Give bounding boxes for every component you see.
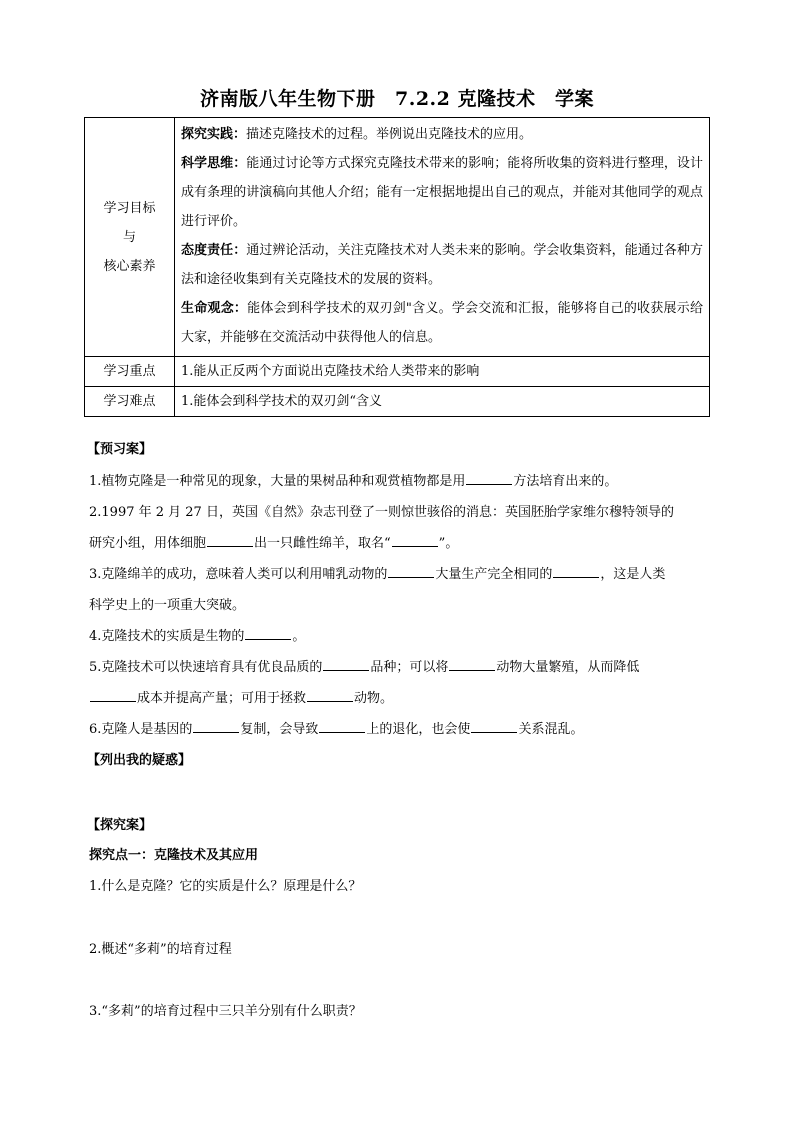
- question-text: 关系混乱。: [518, 722, 584, 737]
- explore-question-2: 2.概述“多莉”的培育过程: [89, 942, 232, 957]
- preview-question-3-line1: [89, 563, 665, 582]
- question-text: 复制，会导致: [240, 722, 319, 737]
- goals-label-line: 核心素养: [103, 258, 156, 274]
- question-text: 成本并提高产量；可用于拯救: [137, 691, 307, 706]
- goal-item-attitude: [181, 236, 703, 294]
- page-title: 济南版八年生物下册 7.2.2 克隆技术 学案: [199, 88, 594, 110]
- difficulty-label: 学习难点: [85, 387, 175, 417]
- table-row: [85, 118, 710, 357]
- goal-head: 生命观念：: [181, 301, 248, 316]
- explore-point-1: 探究点一：克隆技术及其应用: [89, 848, 259, 863]
- preview-question-5-line2: [89, 687, 393, 706]
- goal-item-life: [181, 294, 703, 352]
- preview-question-2-line1: 2.1997 年 2 月 27 日，英国《自然》杂志刊登了一则惊世骇俗的消息：英国胚胎学家维尔穆特领导的: [89, 505, 674, 520]
- answer-blank[interactable]: [245, 627, 291, 640]
- table-row: [85, 387, 710, 417]
- question-text: 大量生产完全相同的: [435, 567, 553, 582]
- question-text: ”。: [438, 536, 459, 551]
- question-text: 动物。: [354, 691, 394, 706]
- question-text: 1.植物克隆是一种常见的现象，大量的果树品种和观赏植物都是用: [89, 474, 466, 489]
- goal-text: 描述克隆技术的过程。举例说出克隆技术的应用。: [246, 127, 533, 142]
- explore-heading: 【探究案】: [87, 818, 153, 833]
- question-text: 3.克隆绵羊的成功，意味着人类可以利用哺乳动物的: [89, 567, 388, 582]
- main-content: [89, 438, 713, 1038]
- preview-heading: 【预习案】: [87, 442, 153, 457]
- goal-head: 态度责任：: [181, 243, 247, 258]
- answer-blank[interactable]: [388, 565, 434, 578]
- answer-blank[interactable]: [466, 472, 512, 485]
- goal-item-thinking: [181, 149, 703, 236]
- question-text: 5.克隆技术可以快速培育具有优良品质的: [89, 660, 323, 675]
- goals-label-line: 学习目标: [103, 200, 156, 216]
- answer-blank[interactable]: [449, 658, 495, 671]
- answer-blank[interactable]: [323, 658, 369, 671]
- key-point-text: 1.能从正反两个方面说出克隆技术给人类带来的影响: [175, 357, 710, 387]
- goals-label-cell: [85, 118, 175, 357]
- preview-question-2-line2: [89, 532, 458, 551]
- question-text: 。: [292, 629, 306, 644]
- preview-question-4: [89, 625, 305, 644]
- answer-blank[interactable]: [207, 534, 253, 547]
- explore-question-1: 1.什么是克隆？它的实质是什么？原理是什么？: [89, 879, 362, 894]
- preview-question-3-line2: 科学史上的一项重大突破。: [89, 598, 246, 613]
- key-point-label: 学习重点: [85, 357, 175, 387]
- question-text: 6.克隆人是基因的: [89, 722, 193, 737]
- preview-question-5-line1: [89, 656, 639, 675]
- goals-content-cell: [175, 118, 710, 357]
- question-text: 研究小组，用体细胞: [89, 536, 207, 551]
- preview-question-6: [89, 718, 583, 737]
- explore-question-3: 3.“多莉”的培育过程中三只羊分别有什么职责？: [89, 1004, 362, 1019]
- goal-text: 能体会到科学技术的双刃剑"含义。学会交流和汇报，能够将自己的收获展示给大家，并能够在交流活动中获得他人的信息。: [181, 301, 703, 345]
- answer-blank[interactable]: [307, 689, 353, 702]
- difficulty-text: 1.能体会到科学技术的双刃剑“含义: [175, 387, 710, 417]
- question-text: 品种；可以将: [370, 660, 449, 675]
- table-row: [85, 357, 710, 387]
- answer-blank[interactable]: [319, 720, 365, 733]
- learning-goals-table: [84, 117, 710, 417]
- answer-blank[interactable]: [193, 720, 239, 733]
- question-text: 动物大量繁殖，从而降低: [496, 660, 640, 675]
- goal-text: 能通过讨论等方式探究克隆技术带来的影响；能将所收集的资料进行整理，设计成有条理的讲演稿向其他人介绍；能有一定根据地提出自己的观点，并能对其他同学的观点进行评价。: [181, 156, 703, 229]
- doubts-heading: 【列出我的疑惑】: [87, 753, 192, 768]
- question-text: 方法培育出来的。: [513, 474, 618, 489]
- question-text: 上的退化，也会使: [366, 722, 471, 737]
- goal-head: 探究实践：: [181, 127, 247, 142]
- answer-blank[interactable]: [553, 565, 599, 578]
- question-text: 4.克隆技术的实质是生物的: [89, 629, 245, 644]
- goal-item-practice: [181, 120, 703, 149]
- answer-blank[interactable]: [471, 720, 517, 733]
- goal-text: 通过辨论活动，关注克隆技术对人类未来的影响。学会收集资料，能通过各种方法和途径收集到有关克隆技术的发展的资料。: [181, 243, 703, 287]
- answer-blank[interactable]: [392, 534, 438, 547]
- preview-question-1: [89, 470, 617, 489]
- goal-head: 科学思维：: [181, 156, 247, 171]
- goals-label-line: 与: [122, 229, 136, 245]
- answer-blank[interactable]: [90, 689, 136, 702]
- question-text: ，这是人类: [600, 567, 666, 582]
- question-text: 出一只雌性绵羊，取名“: [254, 536, 391, 551]
